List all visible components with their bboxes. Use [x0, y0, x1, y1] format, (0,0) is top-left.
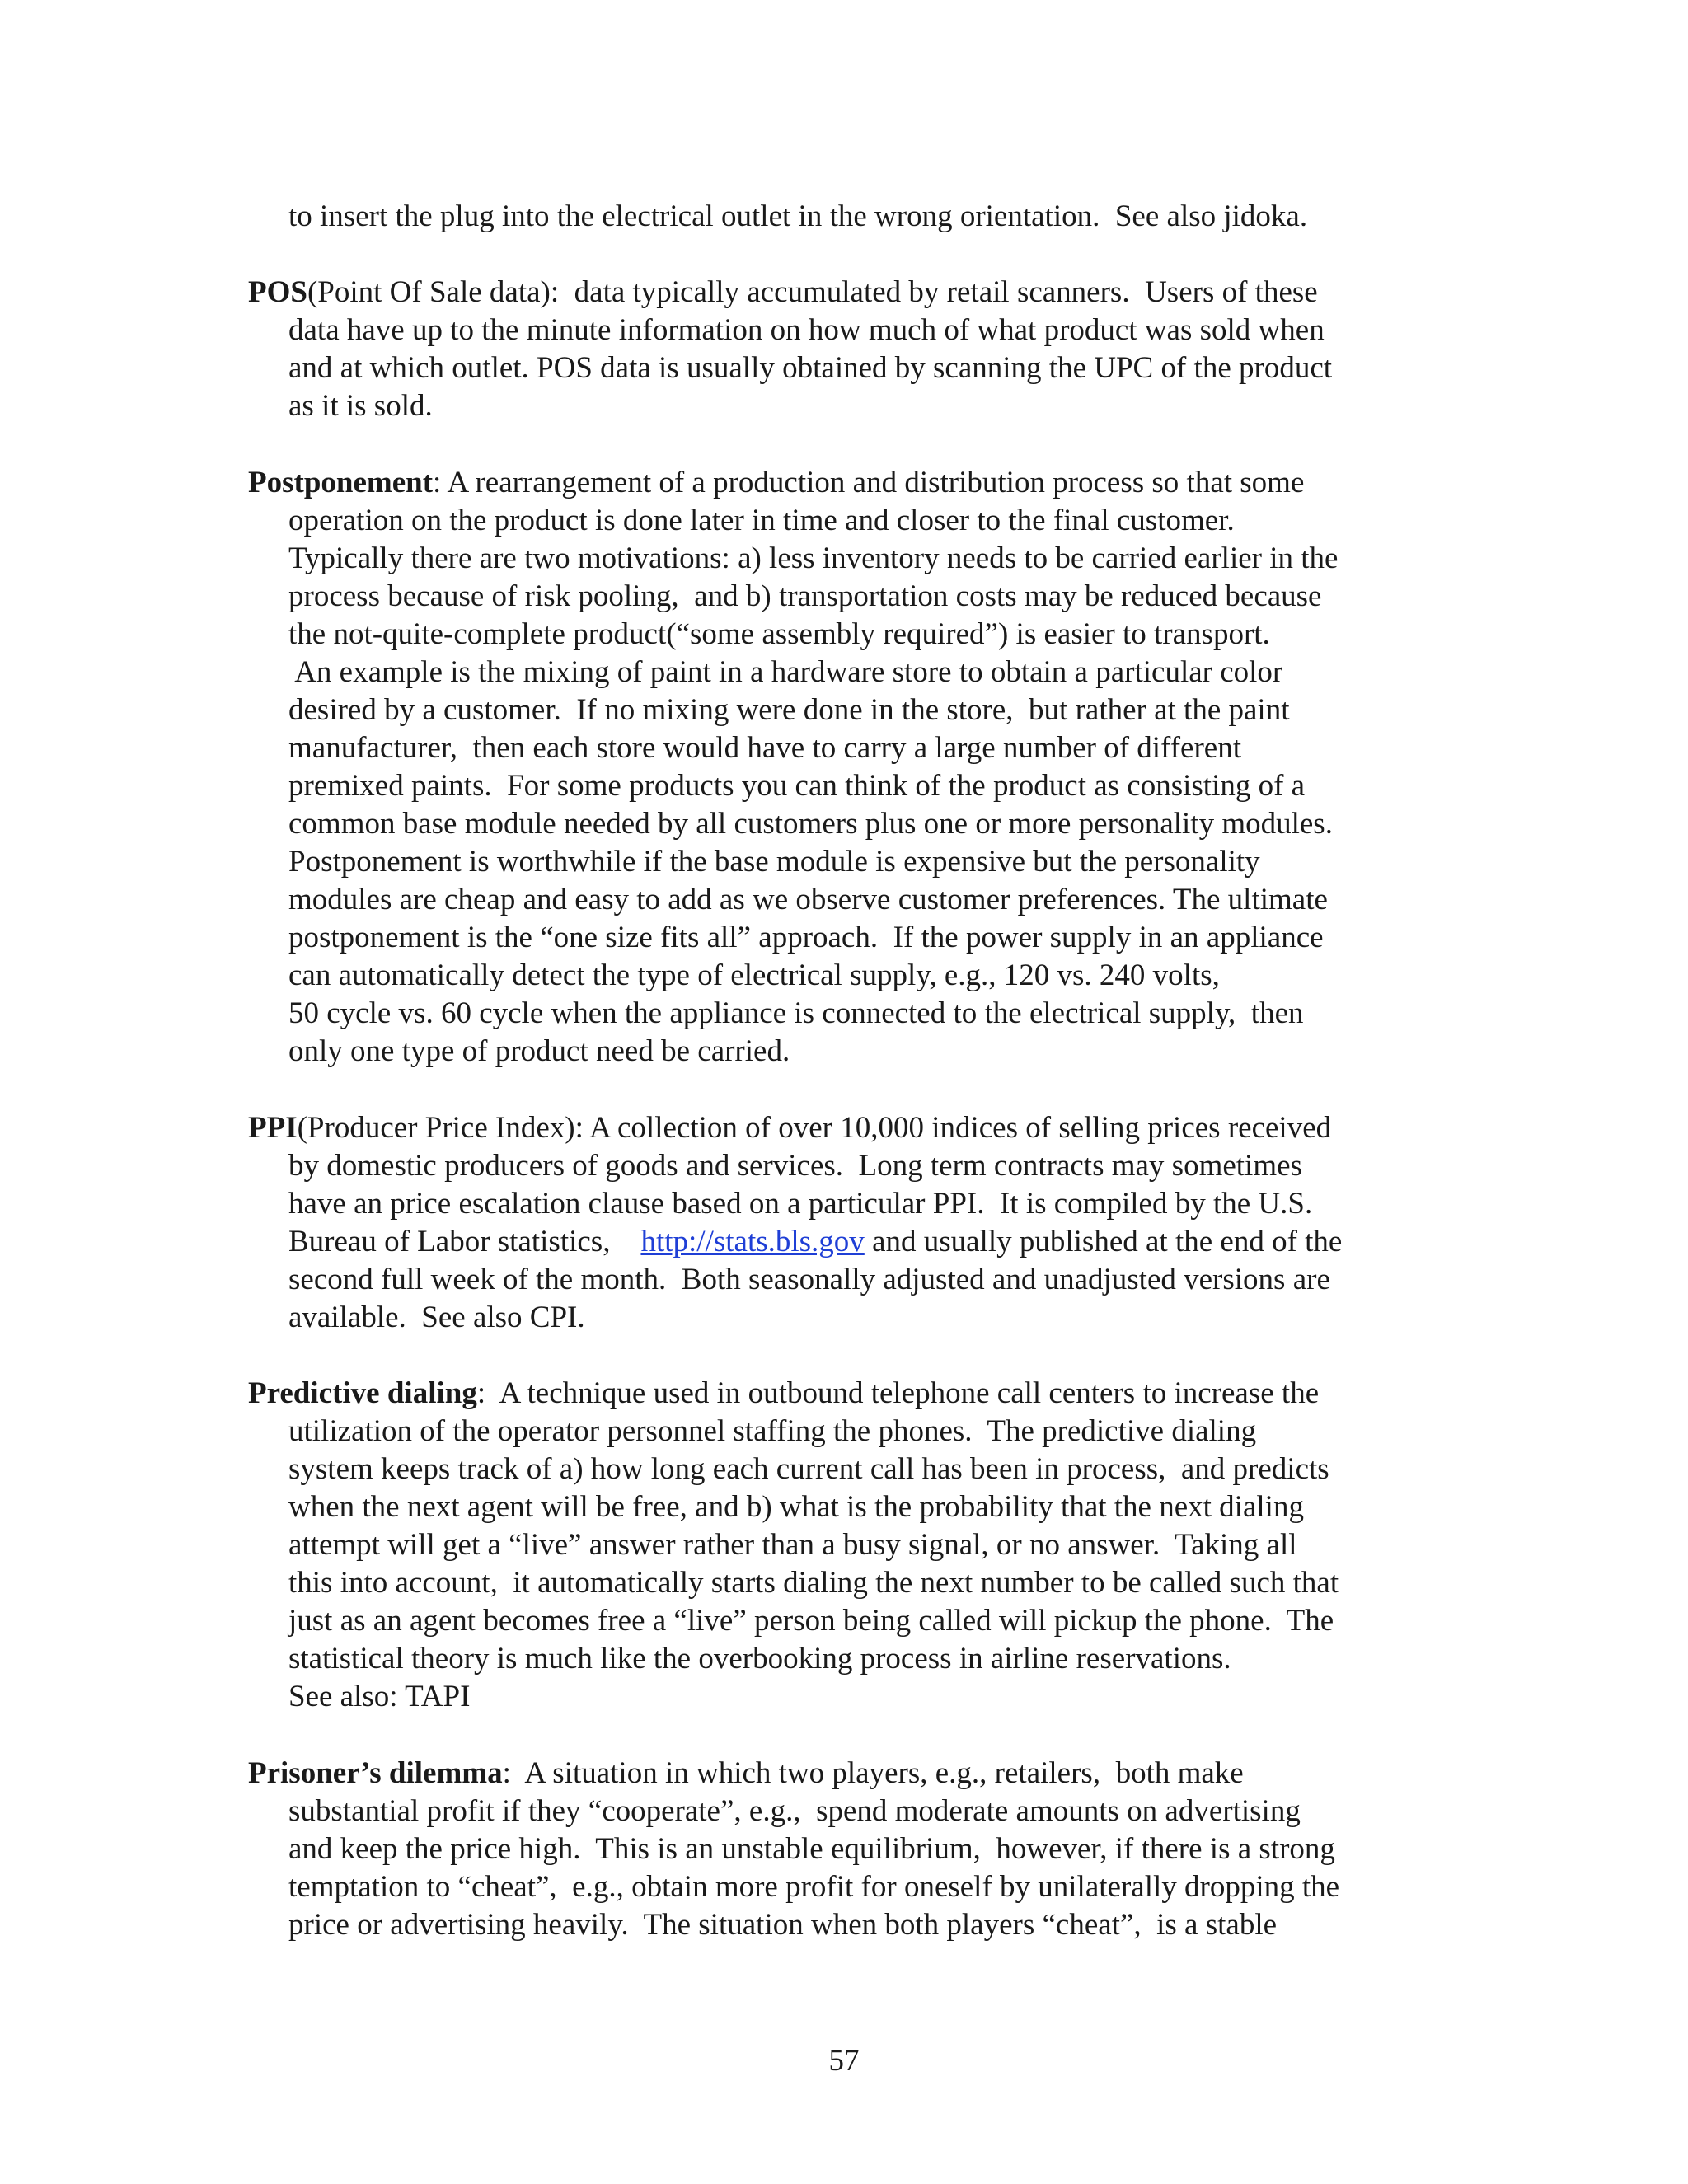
entry-line: temptation to “cheat”, e.g., obtain more profit for oneself by unilaterally dropping the	[288, 1870, 1340, 1904]
entry-line: by domestic producers of goods and services. Long term contracts may sometimes	[288, 1149, 1302, 1183]
entry-line: 50 cycle vs. 60 cycle when the appliance is connected to the electrical supply, then	[288, 996, 1304, 1030]
link-line-after: and usually published at the end of the	[864, 1225, 1343, 1258]
entry-definition-start: : A situation in which two players, e.g., retailers, both make	[502, 1756, 1244, 1790]
entry-term-pos: POS	[248, 275, 307, 309]
entry-line: Typically there are two motivations: a) less inventory needs to be carried earlier in the	[288, 541, 1339, 575]
entry-line: attempt will get a “live” answer rather than a busy signal, or no answer. Taking all	[288, 1528, 1297, 1562]
entry-line: process because of risk pooling, and b) transportation costs may be reduced because	[288, 579, 1322, 613]
entry-line: and keep the price high. This is an unstable equilibrium, however, if there is a strong	[288, 1832, 1335, 1866]
entry-line: and at which outlet. POS data is usually obtained by scanning the UPC of the product	[288, 351, 1333, 385]
entry-line: statistical theory is much like the overbooking process in airline reservations.	[288, 1642, 1231, 1675]
entry-term-predictive-dialing: Predictive dialing	[248, 1376, 477, 1410]
entry-ppi-first-line	[248, 1109, 1331, 1147]
entry-line: this into account, it automatically starts dialing the next number to be called such that	[288, 1566, 1339, 1600]
entry-line: premixed paints. For some products you can think of the product as consisting of a	[288, 769, 1306, 803]
entry-line: only one type of product need be carried.	[288, 1034, 790, 1068]
entry-line: system keeps track of a) how long each current call has been in process, and predicts	[288, 1452, 1329, 1486]
entry-definition-start: (Point Of Sale data): data typically accumulated by retail scanners. Users of these	[307, 275, 1318, 309]
entry-line: can automatically detect the type of electrical supply, e.g., 120 vs. 240 volts,	[288, 958, 1220, 992]
entry-line: operation on the product is done later in time and closer to the final customer.	[288, 504, 1235, 537]
entry-line: have an price escalation clause based on a particular PPI. It is compiled by the U.S.	[288, 1187, 1313, 1221]
entry-line: manufacturer, then each store would have to carry a large number of different	[288, 731, 1241, 765]
entry-line: substantial profit if they “cooperate”, e.g., spend moderate amounts on advertising	[288, 1794, 1301, 1828]
continuation-line: to insert the plug into the electrical outlet in the wrong orientation. See also jidoka.	[288, 199, 1308, 233]
entry-line: the not-quite-complete product(“some assembly required”) is easier to transport.	[288, 617, 1270, 651]
link-line-before: Bureau of Labor statistics,	[288, 1225, 641, 1258]
entry-line: common base module needed by all customers plus one or more personality modules.	[288, 807, 1333, 841]
bls-link[interactable]: http://stats.bls.gov	[640, 1225, 865, 1258]
entry-line: available. See also CPI.	[288, 1301, 585, 1334]
entry-pos-first-line	[248, 274, 1318, 312]
entry-definition-start: (Producer Price Index): A collection of over 10,000 indices of selling prices received	[297, 1111, 1332, 1145]
entry-line: desired by a customer. If no mixing were done in the store, but rather at the paint	[288, 693, 1290, 727]
entry-term-ppi: PPI	[248, 1111, 298, 1145]
entry-line: just as an agent becomes free a “live” person being called will pickup the phone. The	[288, 1604, 1334, 1638]
entry-line: utilization of the operator personnel staffing the phones. The predictive dialing	[288, 1414, 1257, 1448]
entry-definition-start: : A technique used in outbound telephone call centers to increase the	[476, 1376, 1320, 1410]
entry-line: See also: TAPI	[288, 1680, 471, 1713]
page-number: 57	[828, 2044, 860, 2078]
entry-line: modules are cheap and easy to add as we observe customer preferences. The ultimate	[288, 883, 1328, 916]
entry-line: as it is sold.	[288, 389, 433, 423]
entry-line: Postponement is worthwhile if the base module is expensive but the personality	[288, 845, 1260, 879]
entry-prisoners-dilemma-first-line	[248, 1755, 1244, 1793]
entry-line-with-link	[288, 1223, 1342, 1261]
entry-postponement-first-line	[248, 464, 1304, 502]
entry-predictive-dialing-first-line	[248, 1375, 1319, 1413]
entry-line: when the next agent will be free, and b) what is the probability that the next dialing	[288, 1490, 1304, 1524]
entry-line: postponement is the “one size fits all” approach. If the power supply in an appliance	[288, 921, 1324, 954]
entry-line: second full week of the month. Both seasonally adjusted and unadjusted versions are	[288, 1263, 1330, 1296]
entry-line: data have up to the minute information on how much of what product was sold when	[288, 313, 1325, 347]
entry-definition-start: : A rearrangement of a production and distribution process so that some	[433, 466, 1305, 499]
entry-term-prisoners-dilemma: Prisoner’s dilemma	[248, 1756, 503, 1790]
entry-term-postponement: Postponement	[248, 466, 434, 499]
entry-line: price or advertising heavily. The situation when both players “cheat”, is a stable	[288, 1908, 1278, 1942]
entry-line: An example is the mixing of paint in a hardware store to obtain a particular color	[288, 655, 1283, 689]
